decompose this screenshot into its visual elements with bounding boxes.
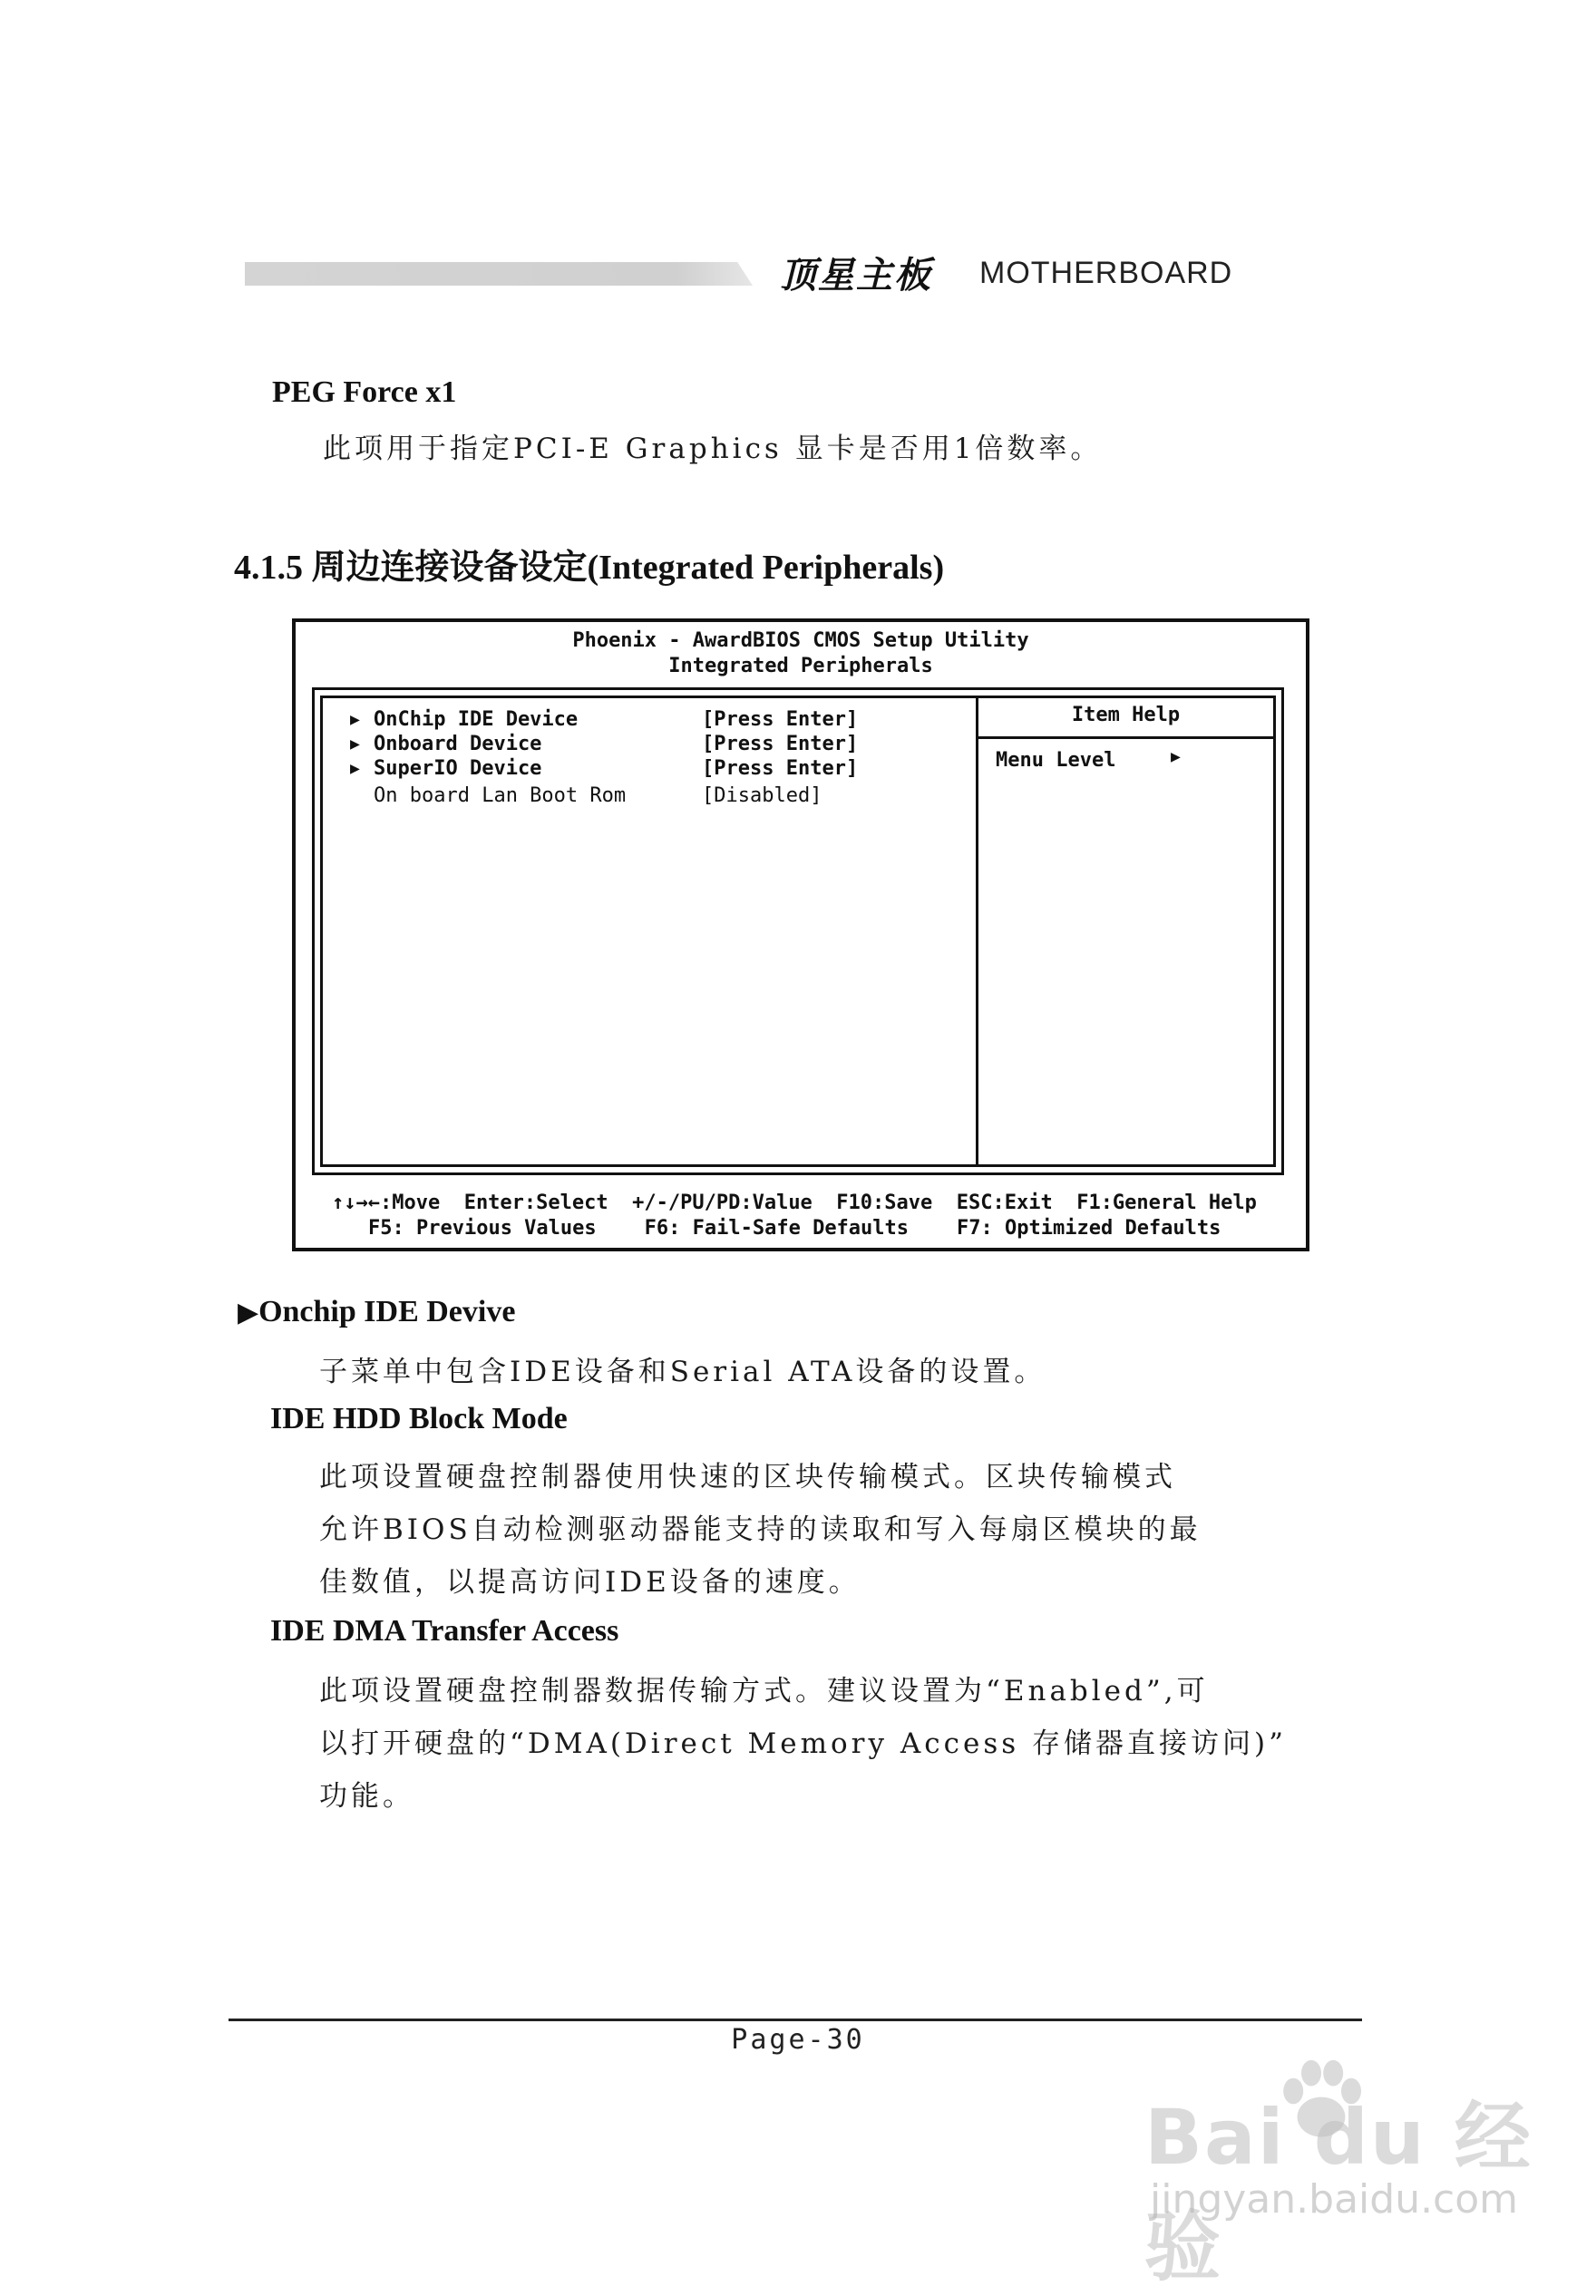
peg-description: 此项用于指定PCI-E Graphics 显卡是否用1倍数率。: [323, 433, 1103, 465]
bios-item-onchip-ide[interactable]: [350, 707, 859, 733]
triangle-marker-icon: ▶: [238, 1297, 259, 1328]
hdd-block-heading: IDE HDD Block Mode: [270, 1402, 568, 1435]
onchip-description: 子菜单中包含IDE设备和Serial ATA设备的设置。: [319, 1356, 1046, 1388]
section-title: 4.1.5 周边连接设备设定(Integrated Peripherals): [234, 549, 945, 587]
bios-title-line1: Phoenix - AwardBIOS CMOS Setup Utility: [572, 629, 1029, 652]
bios-title-line2: Integrated Peripherals: [668, 655, 933, 677]
bios-item-label: SuperIO Device: [374, 757, 542, 780]
onchip-heading-text: Onchip IDE Devive: [258, 1295, 516, 1328]
bios-item-label: On board Lan Boot Rom: [374, 784, 627, 807]
submenu-arrow-icon: ▶: [350, 710, 360, 729]
watermark-url: jingyan.baidu.com: [1150, 2176, 1519, 2223]
dma-line2: 以打开硬盘的“DMA(Direct Memory Access 存储器直接访问)”: [319, 1727, 1287, 1760]
bios-item-lan-boot-rom[interactable]: [350, 783, 822, 809]
page-number: Page-30: [731, 2024, 865, 2056]
submenu-arrow-icon: ▶: [350, 735, 360, 754]
bios-screen: [292, 618, 1309, 1251]
dma-line3: 功能。: [319, 1780, 414, 1813]
bios-item-onboard-device[interactable]: [350, 732, 859, 757]
hdd-block-line1: 此项设置硬盘控制器使用快速的区块传输模式。区块传输模式: [319, 1461, 1176, 1493]
hdd-block-line3: 佳数值，以提高访问IDE设备的速度。: [319, 1566, 861, 1599]
bios-item-value: [Press Enter]: [702, 708, 859, 731]
bios-keys-line2: F5: Previous Values F6: Fail-Safe Defaults F7: Optimized Defaults: [368, 1217, 1221, 1240]
bios-item-label: Onboard Device: [374, 733, 542, 755]
bios-panel: [320, 696, 1276, 1167]
brand-name-en: MOTHERBOARD: [979, 256, 1233, 290]
hdd-block-line2: 允许BIOS自动检测驱动器能支持的读取和写入每扇区模块的最: [319, 1513, 1202, 1546]
dma-heading: IDE DMA Transfer Access: [270, 1614, 619, 1648]
bios-outer-frame: [312, 687, 1284, 1175]
bios-divider: [976, 698, 978, 1164]
onchip-heading: [238, 1295, 515, 1329]
bios-item-label: OnChip IDE Device: [374, 708, 579, 731]
header-decor-bar: [245, 262, 753, 286]
footer-rule: [229, 2019, 1362, 2021]
submenu-arrow-icon: ▶: [350, 759, 360, 778]
bios-item-value: [Disabled]: [702, 784, 822, 807]
peg-heading: PEG Force x1: [272, 375, 457, 409]
watermark-brand: Bai du 经验: [1144, 2093, 1533, 2291]
menu-level-arrow-icon: ▶: [1171, 747, 1181, 766]
item-help-title: Item Help: [1071, 704, 1181, 726]
bios-item-value: [Press Enter]: [702, 733, 859, 755]
bios-item-value: [Press Enter]: [702, 757, 859, 780]
bios-keys-line1: ↑↓→←:Move Enter:Select +/-/PU/PD:Value F10:Save ESC:Exit F1:General Help: [332, 1192, 1257, 1214]
brand-name-cn: 顶星主板: [780, 255, 932, 297]
help-title-rule: [978, 736, 1273, 739]
dma-line1: 此项设置硬盘控制器数据传输方式。建议设置为“Enabled”,可: [319, 1675, 1209, 1707]
bios-item-superio-device[interactable]: [350, 756, 859, 782]
menu-level-label: Menu Level: [996, 749, 1116, 772]
